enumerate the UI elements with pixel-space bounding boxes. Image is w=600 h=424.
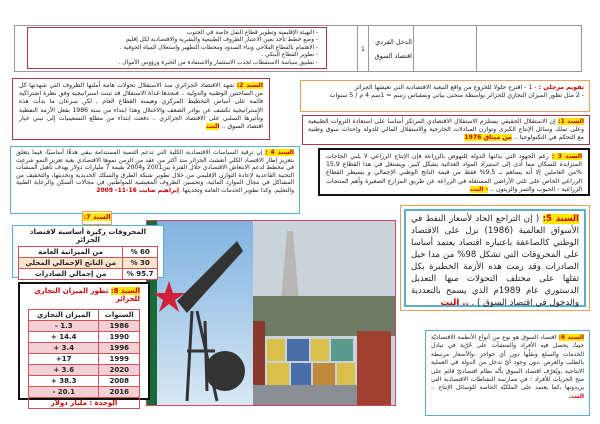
- doc-label: السند 2:: [236, 82, 264, 89]
- doc-source: - النت: [469, 185, 489, 193]
- table-row: [29, 387, 140, 398]
- doc-text: شهد الاقتصاد الجزائري منذ الاستقلال تحولات هامة أملتها الظروف التي شهدتها كل من الساحتين الوطنية والدولية .. فنجدها غداة الاستقلال قد تبنت استراتيجية وفق نظرة اشتراكية قائمة على أساس التخطيط المركزي وهيمنة القطاع العام , لكن سرعان ما بدأت هذه الإستراتيجية تكشف عن بوادر الضعف والاختلال وهذا ابتداء من سنة 1986 بفعل الأزمة النفطية وتأثيرها السلبي على الاقتصاد الجزائري .. دفعت ابتداء من مطلع التسعينيات إلى تبني خيار اقتصاد السوق ..: [19, 82, 263, 131]
- cell: 38.3 +: [29, 376, 99, 387]
- cell: 1999: [99, 354, 140, 365]
- cell: من الميزانية العامة: [19, 247, 123, 258]
- document-2: [12, 78, 270, 140]
- doc-source: النت: [205, 123, 220, 131]
- document-6: [425, 330, 590, 416]
- oil-pump-and-port-image: [147, 221, 396, 406]
- cell: 1986: [99, 321, 140, 332]
- doc-label: السند 5:: [542, 214, 579, 224]
- table-row: [29, 376, 140, 387]
- evaluation-box: [300, 80, 590, 112]
- doc-label: السند 1:: [557, 118, 585, 125]
- table-title: تطور الميزان التجاري للجزائر: [34, 287, 140, 303]
- evaluation-label: تقويم مرحلي :: [538, 84, 584, 91]
- table-header: [29, 310, 140, 321]
- cell: 1990: [99, 332, 140, 343]
- cell: 2008: [99, 376, 140, 387]
- empty-cell: [414, 26, 477, 72]
- empty-cell: [477, 26, 582, 72]
- document-8: [18, 282, 150, 407]
- evaluation-q2: - 2 مثل تطور الميزان التجاري للجزائر بواسطة منحنى بياني وبمقياس رسم = 1سم 4 م / 5 سنوات: [329, 92, 584, 100]
- doc-label: السند 6:: [558, 334, 584, 341]
- bullet: - تطبيق سياسة الاستقطاب لجذب الاستثمار والاستفادة من الخبرة ورؤوس الأموال .: [118, 59, 318, 66]
- document-7-label-box: [82, 211, 112, 225]
- bullet: - تطوير القطاع البنكي .: [261, 52, 318, 59]
- document-1: [302, 115, 590, 145]
- cell: 30 %: [123, 258, 158, 269]
- doc-source: إبراهيم صايب 16-11- 2009: [96, 186, 180, 194]
- bullet: - التهيئة الإقليمية وتطوير قطاع النقل خاصة في الجنوب: [186, 30, 318, 36]
- economy-photo: [146, 220, 396, 406]
- cell: 1996: [99, 343, 140, 354]
- doc-label: السند 4 :: [265, 149, 294, 156]
- cell: 3.4 +: [29, 343, 99, 354]
- doc-label: السند 7:: [83, 213, 111, 221]
- table-title: المحروقات ركيزة أساسية لاقتصاد الجزائر: [29, 228, 147, 244]
- measures-box: [27, 27, 327, 69]
- doc-source: النت.: [568, 392, 584, 400]
- document-5: [404, 209, 586, 307]
- doc-source: من ميثاق 1976: [464, 134, 512, 142]
- cell: 20.1 -: [29, 387, 99, 398]
- bullet: - الاهتمام بالقطاع الفلاحي وبناء السدود ومحطات التطهير واستغلال المياه الجوفية .: [119, 44, 318, 51]
- table-row: [19, 247, 158, 258]
- unit-note: الوحدة : مليار دولار: [29, 398, 140, 409]
- doc-label: السند 3 :: [551, 153, 583, 160]
- hydrocarbons-table: [18, 246, 158, 280]
- table-row: [29, 332, 140, 343]
- table-row: [19, 258, 158, 269]
- doc-source: .. النت: [440, 298, 469, 308]
- evaluation-q1: - 1 - اقترح حلولا للخروج من واقع التبعية الاقتصادية التي تعيشها الجزائر: [354, 84, 537, 91]
- table-row: [29, 321, 140, 332]
- cell: من الناتج الإجمالي المحلي: [19, 258, 123, 269]
- cell: 1.3 -: [29, 321, 99, 332]
- bullet: - وضع خطط تأخذ بعين الاعتبار الظروف الطبيعية والبشرية والاقتصادية لكل إقليم: [125, 37, 318, 44]
- doc-text: رغم الجهود التي بذلتها الدولة للنهوض بالزراعة فإن الإنتاج الزراعي لا يلبي الحاجات المتزايدة للسكان مما أدى إلى استيراد المواد الغذائية بشكل كبير. ويشتغل في هذا القطاع 15,9 %من العاملين إلا أنه يساهم بـ 9,5% فقط من قيمة الناتج الوطني الإجمالي و يسيطر القطاع الزراعي الخاص على ثلثي الأراضي المستغلة في الزراعة عن طريق المزارع الصغيرة وأهم المنتجات الزراعية - الحبوب والتمر والزيتون ..: [326, 153, 582, 193]
- document-4: [10, 146, 300, 214]
- doc-text: إن الاستقلال الحقيقي يستلزم الاستقلال الاقتصادي المرتكز أساسا على استعادة الثروات الطبيعية وعلى تملك وسائل الإنتاج الكبرى وتوازن المبادلات الخارجية والاستقلال المالي للدولة وإحداث سوق وطنية مع التحكم في التكنولوجيا ..: [308, 118, 584, 142]
- cell: 2016: [99, 387, 140, 398]
- document-3: [318, 148, 590, 196]
- cell: 17+: [29, 354, 99, 365]
- cell: 14.4 +: [29, 332, 99, 343]
- topic-line: الدخل الفردي: [375, 37, 412, 46]
- table-row: [19, 269, 158, 280]
- doc-text: اقتصاد السوق هو نوع من أنواع الأنظمة الاقتصاديّة حيثُ يحصل فيه الأفراد والمنشآت على حُرّية في تبادل الخدمات والسلع ونقلُها دون أي حواجز ،والأسعار مرتبطة بالطلب والعرض ،دون وجود أيّ تدخل من الدولة في العملية الانتاجية ،ويُعرّف اقتصاد السوق بأنّه نظام اقتصاديّ قائم على منح الحريات للأفراد ؛ في ممارسة النشاطات الاقتصادية التي يريدونها ،كما يعتمد على الملكيّة الخاصة للوسائل الإنتاج ..: [431, 334, 584, 392]
- cell: 3.6 +: [29, 365, 99, 376]
- number-cell: 1: [358, 26, 369, 72]
- column-header: الميزان التجاري: [29, 310, 99, 321]
- document-7: [12, 225, 164, 278]
- doc-label: السند 8:: [110, 287, 140, 295]
- unit-row: [29, 398, 140, 409]
- doc-text: إن ترقية السياسات الاقتصادية الكلية التي تدعم التنمية المستدامة يبقى هدفًا أساسيًا، فيما يتعلق بتعزيز إطار الاقتصاد الكلي أنعشت الجزائر منذ أكثر من عقد من الزمن نموها الاقتصادي بغية تعزيز النمو شرعت في مخطط لدعم الانتعاش الاقتصادي خلال الفترة بين2001 و2004 بقيمة 7 مليارات دولار يهدف تأهيل المنشآت التحتية القاعدية لإعادة التوازن الإقليمي من خلال تطوير شبكة الطرق والسكك الحديدية وتحديثها، والتخفيف من المشاكل في مجال الموارد المائية، وتحسين الظروف المعيشية للمواطنين في مجالات السكن والرعاية الطبية والتعليم. وكذا تطوير الخدمات العامة وتحديثها.: [16, 149, 295, 194]
- cell: 2020: [99, 365, 140, 376]
- document-5-frame: [400, 205, 590, 311]
- topic-line: اقتصاد السوق: [374, 51, 412, 60]
- table-row: [29, 365, 140, 376]
- topic-cell: [369, 26, 414, 72]
- table-row: [29, 343, 140, 354]
- cell: 95.7 %: [123, 269, 158, 280]
- doc-text: ( إن التراجع الحاد لأسعار النفط في الأسواق العالمية (1986) نزل على الاقتصاد الوطني كالصاعقة باعتباره اقتصاد يعتمد أساسا على المحروقات التي تشكل 98% من مدا خيل الصادرات وقد رمت هذه الأزمة الخطيرة بكل ثقلها على مختلف التحولات منها التعديل الدستوري عام 1989م الذي يسمح بالتعددية والدخول في اقتصاد السوق ) .: [411, 214, 580, 308]
- trade-balance-table: [28, 309, 140, 409]
- cell: من إجمالي الصادرات: [19, 269, 123, 280]
- table-row: [29, 354, 140, 365]
- column-header: السنوات: [99, 310, 140, 321]
- cell: 60 %: [123, 247, 158, 258]
